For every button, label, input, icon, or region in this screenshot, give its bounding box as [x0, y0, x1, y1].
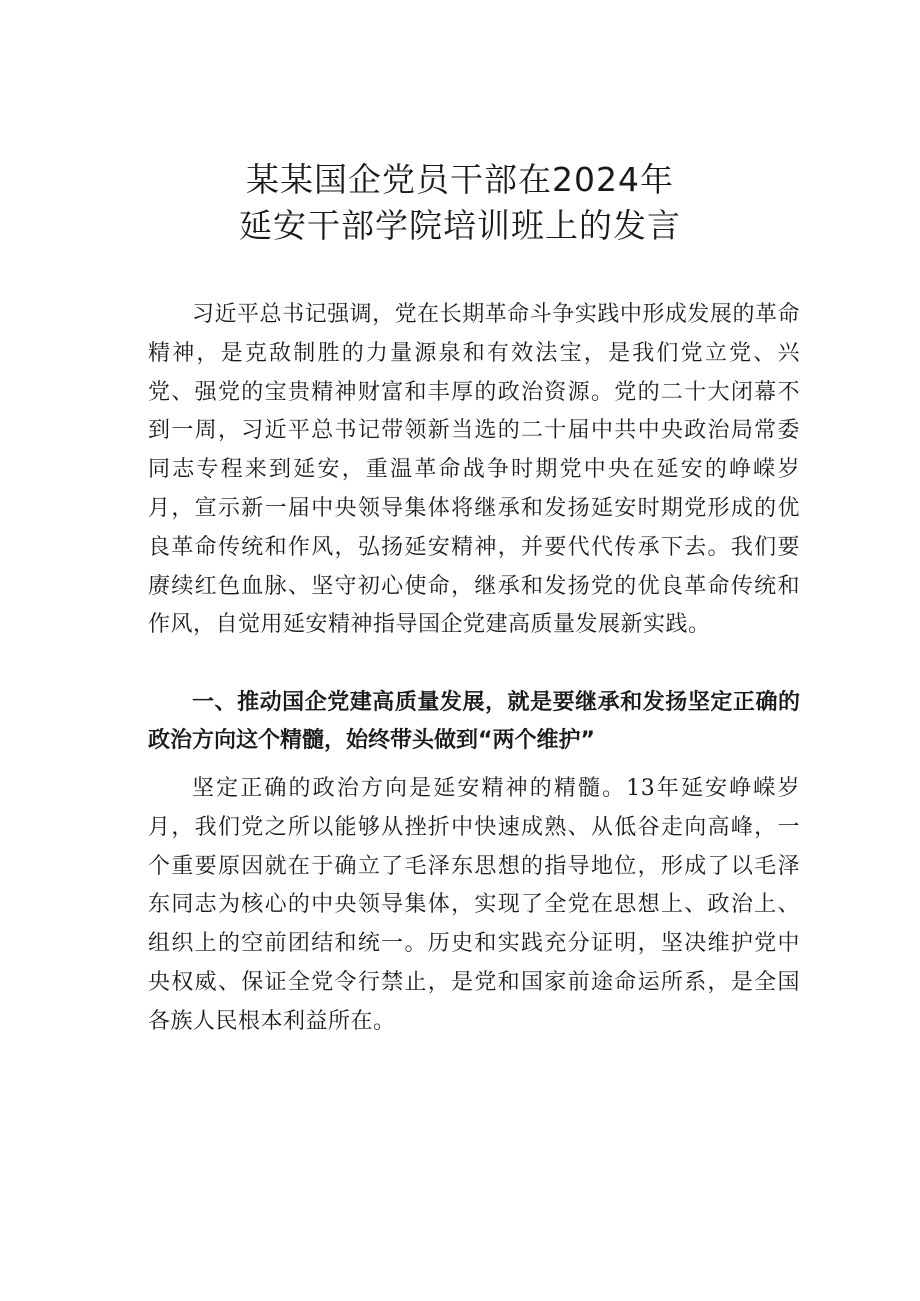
document-title-line-2: 延安干部学院培训班上的发言 — [239, 206, 681, 245]
paragraph-section-1: 坚定正确的政治方向是延安精神的精髓。13年延安峥嵘岁月，我们党之所以能够从挫折中快速成熟、从低谷走向高峰，一个重要原因就在于确立了毛泽东思想的指导地位，形成了以毛泽东同志为核心的中央领导集体，实现了全党在思想上、政治上、组织上的空前团结和统一。历史和实践充分证明，坚决维护党中央权威、保证全党令行禁止，是党和国家前途命运所系，是全国各族人民根本利益所在。 — [148, 776, 800, 1034]
document-title-line-1: 某某国企党员干部在2024年 — [246, 160, 674, 199]
paragraph-intro: 习近平总书记强调，党在长期革命斗争实践中形成发展的革命精神，是克敌制胜的力量源泉和有效法宝，是我们党立党、兴党、强党的宝贵精神财富和丰厚的政治资源。党的二十大闭幕不到一周，习近平总书记带领新当选的二十届中共中央政治局常委同志专程来到延安，重温革命战争时期党中央在延安的峥嵘岁月，宣示新一届中央领导集体将继承和发扬延安时期党形成的优良革命传统和作风，弘扬延安精神，并要代代传承下去。我们要赓续红色血脉、坚守初心使命，继承和发扬党的优良革命传统和作风，自觉用延安精神指导国企党建高质量发展新实践。 — [148, 302, 800, 638]
section-heading-1: 一、推动国企党建高质量发展，就是要继承和发扬坚定正确的政治方向这个精髓，始终带头做到“两个维护” — [148, 690, 800, 753]
